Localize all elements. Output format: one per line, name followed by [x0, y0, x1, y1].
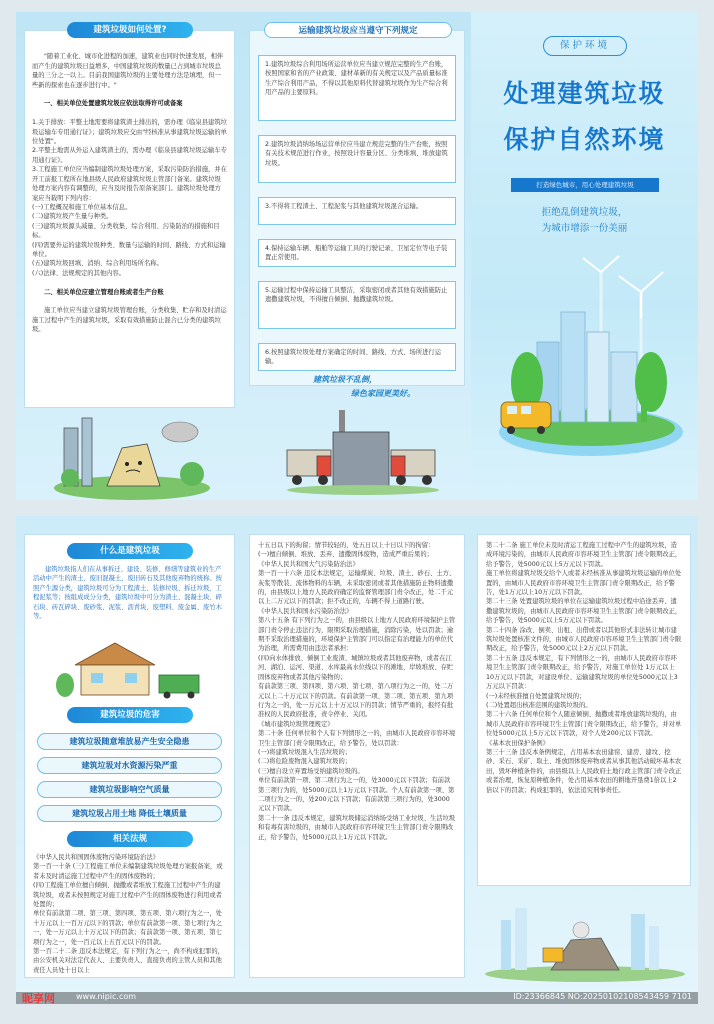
what-is-card — [24, 534, 235, 978]
brochure-inside — [16, 516, 698, 1004]
cover-tagline: 为城市增添一份美丽 — [541, 223, 628, 234]
watermark-bar — [16, 992, 698, 1004]
rubble-illustration — [52, 408, 212, 500]
law-text: 《中华人民共和国固体废物污染环境防治法》 第一百一十条 (三)工程施工单位未编制建筑垃圾处理方案报备案，或者未及时清运施工过程中产生的固体废物的； (四)工程施工单位擅自倾倒、抛撒或者堆放工程施工过程中产生的建筑垃圾，或者未按照规定对施工过程中产生的固体废物进行利用或者处置的； 单位有前款第二项、第三项、第四项、第五项、第六项行为之一，处十万元以上一百万元以下的罚款；单位有前款第一项、第七项行为之一，处一万元以上十万元以下的罚款；有前款第一项、第五项、第七项行为之一，处一百元以上五百元以下的罚款。 第一百二十二条 违反本法规定，有下列行为之一，尚不构成犯罪的，由公安机关对法定代表人、主要负责人、直接负责的主管人员和其他责任人员处十日以上 — [33, 854, 224, 974]
hazard-item: 建筑垃圾影响空气质量 — [37, 781, 222, 798]
panel-title: 运输建筑垃圾应当遵守下列规定 — [264, 22, 452, 38]
section-title: 相关法规 — [67, 831, 193, 847]
hazard-item: 建筑垃圾对水资源污染严重 — [37, 757, 222, 774]
panel-laws — [243, 516, 471, 1004]
trucks-illustration — [283, 404, 443, 496]
panel-title: 什么是建筑垃圾 — [67, 543, 193, 559]
cover-title-line: 保护自然环境 — [503, 125, 666, 154]
penalties-card — [477, 534, 691, 886]
hazard-item: 建筑垃圾随意堆放易产生安全隐患 — [37, 733, 222, 750]
landfill-illustration — [481, 890, 689, 982]
section-body: 施工单位应当建立建筑垃圾管理台账，分类收集、贮存和及时清运施工过程中产生的建筑垃圾，采取有效措施防止混合已分类的建筑垃圾。 — [32, 307, 227, 334]
watermark-logo: 昵享网 — [22, 992, 55, 1004]
hazard-item: 建筑垃圾占用土地 降低土壤质量 — [37, 805, 222, 822]
panel-title: 建筑垃圾如何处置? — [67, 22, 193, 38]
disposal-card — [24, 25, 235, 408]
rule-item: 1.建筑垃圾综合利用场所运营单位应当建立规范完整的生产台账，按照国家和省的产业政策、建材革新的有关规定以及产品质量标准生产综合利用产品，不得以其他原料代替建筑垃圾作为生产综合利用产品的主要原料。 — [258, 55, 456, 121]
rule-item: 6.按照建筑垃圾处理方案确定的时间、路线、方式、场所进行运输。 — [258, 343, 456, 371]
panel-penalties — [471, 516, 698, 1004]
slogan-line: 建筑垃圾不乱倒， — [313, 375, 377, 384]
panel-cover — [471, 12, 698, 500]
transport-card — [249, 26, 465, 386]
cover-badge: 保护环境 — [543, 36, 627, 56]
brochure-outside — [16, 12, 698, 500]
section-heading: 一、相关单位处置建筑垃圾应依法取得许可或备案 — [44, 100, 183, 108]
panel-what-is — [16, 516, 243, 1004]
house-illustration — [55, 639, 205, 699]
disposal-text — [32, 43, 227, 403]
watermark-site: www.nipic.com — [76, 992, 137, 1001]
definition-text: 建筑垃圾指人们在从事拆迁、建设、装修、修缮等建筑业的生产活动中产生的渣土、废旧混凝土、废旧砖石及其他废弃物的统称。按照产生源分类，建筑垃圾可分为工程渣土、装修垃圾、拆迁垃圾、工程泥浆等；按组成成分分类，建筑垃圾中可分为渣土、混凝土块、碎石块、砖瓦碎块、废砂浆、泥浆、沥青块、废塑料、废金属、废竹木等。 — [33, 566, 222, 621]
cover-ribbon: 打造绿色城市，用心处理建筑垃圾 — [511, 178, 659, 192]
law-text: 第二十二条 施工单位未及时清运工程施工过程中产生的建筑垃圾，造成环境污染的，由城市人民政府市容环境卫生主管部门责令限期改正，给予警告，处5000元以上5万元以下罚款。 施工单位将建筑垃圾交给个人或者未经核准从事建筑垃圾运输的单位处置的，由城市人民政府市容环境卫生主管部门责令限期改正，给予警告，处1万元以上10万元以下罚款。 第二十三条 处置建筑垃圾的单位在运输建筑垃圾过程中沿途丢弃、遗撒建筑垃圾的，由城市人民政府市容环境卫生主管部门责令限期改正，给予警告，处5000元以上5万元以下罚款。 第二十四条 涂改、倒卖、出租、出借或者以其他形式非法转让城市建筑垃圾处置核准文件的，由城市人民政府市容环境卫生主管部门责令限期改正，给予警告，处5000元以上2万元以下罚款。 第二十五条 违反本规定，有下列情形之一的，由城市人民政府市容环境卫生主管部门责令限期改正，给予警告，对施工单位处 1万元以上10万元以下罚款，对建设单位、运输建筑垃圾的单位处5000元以上3万元以下罚款： (一)未经核准擅自处置建筑垃圾的； (二)处置超出核准范围的建筑垃圾的。 第二十六条 任何单位和个人随意倾倒、抛撒或者堆放建筑垃圾的，由城市人民政府市容环境卫生主管部门责令限期改正，给予警告，并对单位处5000元以上5万元以下罚款，对个人处200元以下罚款。 《基本农田保护条例》 第三十三条 违反本条例规定，占用基本农田建窑、建房、建坟、挖砂、采石、采矿、取土、堆放固体废弃物或者从事其他活动破坏基本农田，毁坏种植条件的，由县级以上人民政府土地行政主管部门责令改正或者治理，恢复原种植条件，处占用基本农田的耕地开垦费1倍以上2倍以下的罚款；构成犯罪的，依法追究刑事责任。 — [486, 542, 682, 794]
panel-disposal — [16, 12, 243, 500]
rule-item: 2.建筑垃圾消纳场场运营单位应当建立规范完整的生产台账，按照有关技术规范进行作业，按照设计容量分区、分类堆填、堆放建筑垃圾。 — [258, 135, 456, 183]
green-city-illustration — [491, 252, 691, 462]
panel-transport — [243, 12, 471, 500]
intro-paragraph: "随着工业化、城市化进程的加速，建筑业也同时快速发展，相伴而产生的建筑垃圾日益增多，中国建筑垃圾的数量已占到城市垃圾总量的三分之一以上。目前我国建筑垃圾的主要处理方法是填埋，但一些新的探索也在逐步进行中。" — [32, 53, 224, 89]
law-text: 十五日以下的拘留；情节较轻的，处五日以上十日以下的拘留： (一)擅自倾倒、堆放、丢弃、遗撒固体废物，造成严重后果的； 《中华人民共和国大气污染防治法》 第一百一十六条 违反本法规定，运输煤炭、垃圾、渣土、砂石、土方、灰浆等散装、流体物料的车辆，未采取密闭或者其他措施防止物料遗撒的，由县级以上地方人民政府确定的监督管理部门责令改正，处二千元以上二万元以下的罚款；拒不改正的，车辆不得上道路行驶。 《中华人民共和国水污染防治法》 第八十五条 有下列行为之一的，由县级以上地方人民政府环境保护主管部门责令停止违法行为，限期采取治理措施，消除污染，处以罚款；逾期不采取治理措施的，环境保护主管部门可以指定有治理能力的单位代为治理，所需费用由违法者承担： (四)向水体排放、倾倒工业废渣、城镇垃圾或者其他废弃物，或者在江河、湖泊、运河、渠道、水库最高水位线以下的滩地、岸坡堆放、存贮固体废弃物或者其他污染物的； 有前款第三项、第四项、第六项、第七项、第八项行为之一的，处二万元以上二十万元以下的罚款。有前款第一项、第二项、第五项、第九项行为之一的，处一万元以上十万元以下的罚款；情节严重的，报经有批准权的人民政府批准，责令停业、关闭。 《城市建筑垃圾管理规定》 第二十条 任何单位和个人有下列情形之一的，由城市人民政府市容环境卫生主管部门责令限期改正，给予警告，处以罚款： (一)将建筑垃圾混入生活垃圾的； (二)将危险废物混入建筑垃圾的； (三)擅自设立弃置场受纳建筑垃圾的。 单位有前款第一项、第二项行为之一的，处3000元以下罚款；有前款第三项行为的，处5000元以上1万元以下罚款。个人有前款第一项、第二项行为之一的，处200元以下罚款；有前款第三项行为的，处3000元以下罚款。 第二十一条 违反本规定，建筑垃圾储运消纳场受纳工业垃圾、生活垃圾和有毒有害垃圾的，由城市人民政府市容环境卫生主管部门责令限期改正，给予警告，处5000元以上1万元以下罚款。 — [258, 542, 456, 841]
cover-title-line: 处理建筑垃圾 — [503, 79, 666, 108]
rule-item: 4.保持运输车辆、船舶等运输工具的行驶记录、卫星定位等电子装置正常使用。 — [258, 239, 456, 267]
section-heading: 二、相关单位应建立管理台账或者生产台账 — [44, 288, 164, 296]
laws-card — [249, 534, 465, 978]
section-body: 1.关于排放：平整土地需要将建筑渣土排出的，需办理《临泉县建筑垃圾运输车专用通行证》；建筑垃圾应交由"经核准从事建筑垃圾运输的单位处置"。 2.平整土地需从外运入建筑渣土的，需办理《临泉县建筑垃圾运输车专用通行证》。 3.工程施工单位应当编制建筑垃圾处理方案，采取污染防治措施，并在开工前报工程所在地县级人民政府建筑垃圾主管部门备案。建筑垃圾处理方案内容有调整的，应当及时报告原备案部门。建筑垃圾处理方案应当载明下列内容： (一)工程概况和施工单位基本信息。 (二)建筑垃圾产生量与种类。 (三)建筑垃圾源头减量、分类收集、综合利用、污染防治的措施和目标。 (四)需要外运的建筑垃圾种类、数量与运输的时间、路线、方式和运输单位。 (五)建筑垃圾回填、消纳、综合利用场所名称。 (六)法律、法规规定的其他内容。 — [32, 119, 227, 277]
slogan-line: 绿色家园更美好。 — [351, 389, 415, 398]
rule-item: 5.运输过程中保持运输工具整洁，采取密闭或者其他有效措施防止遗撒建筑垃圾，不得擅自倾倒、抛撒建筑垃圾。 — [258, 281, 456, 329]
section-title: 建筑垃圾的危害 — [67, 707, 193, 723]
cover-tagline: 拒绝乱倒建筑垃圾， — [541, 207, 628, 218]
rule-item: 3.不得将工程渣土、工程泥浆与其他建筑垃圾混合运输。 — [258, 197, 456, 225]
watermark-id: ID:23366845 NO:20250102108543459 7101 — [513, 992, 692, 1001]
